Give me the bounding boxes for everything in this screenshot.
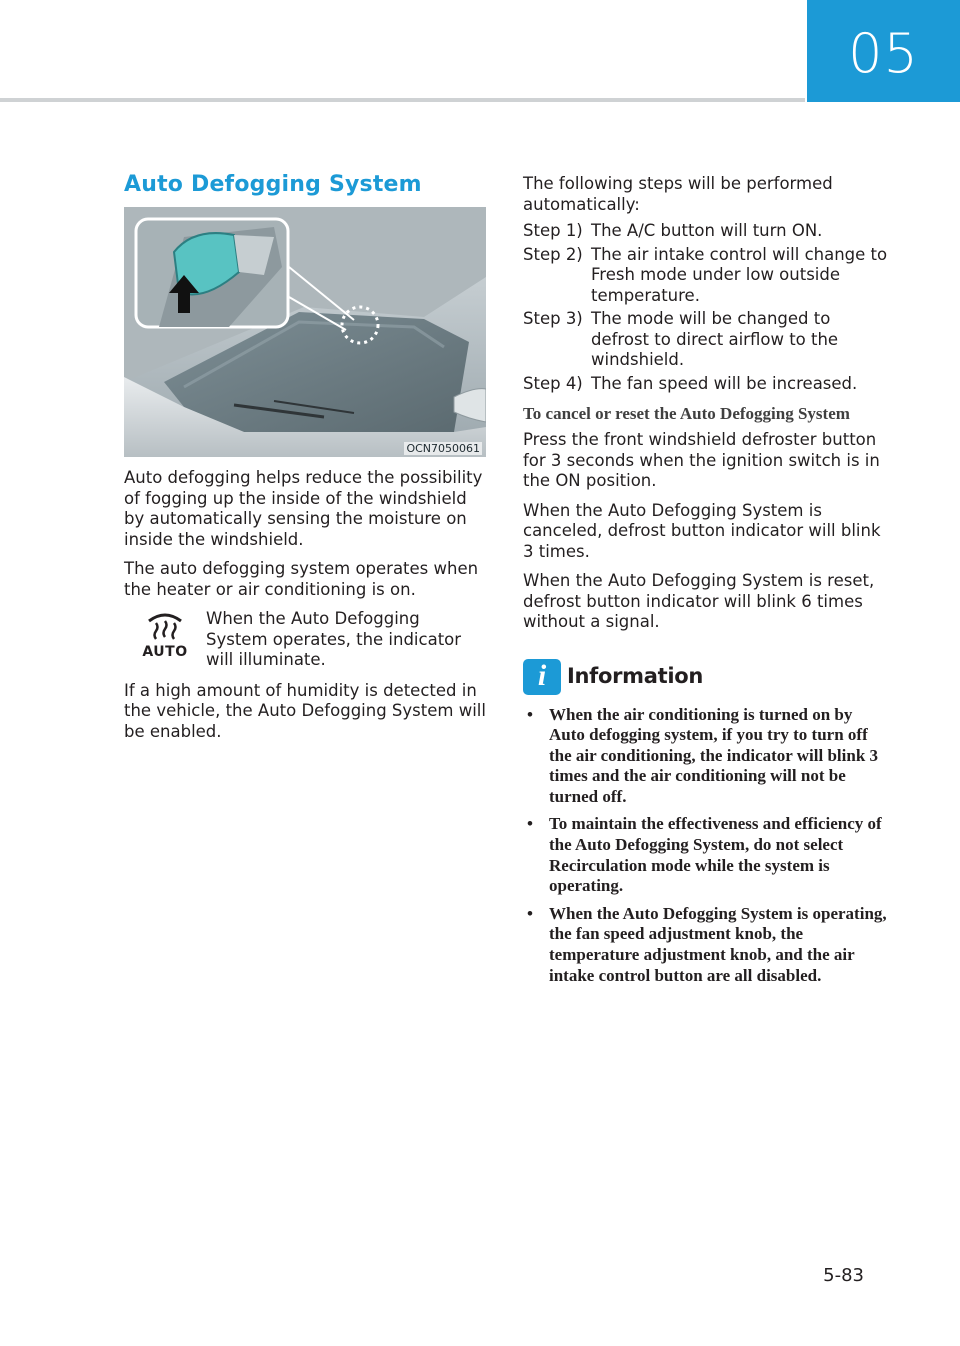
auto-icon-label: AUTO bbox=[142, 643, 188, 660]
header-divider bbox=[0, 98, 805, 102]
page-number: 5-83 bbox=[823, 1265, 864, 1286]
cancel-reset-heading: To cancel or reset the Auto Defogging System bbox=[523, 404, 850, 423]
cancel-paragraph: When the Auto Defogging System is canceled, defrost button indicator will blink 3 times. bbox=[523, 500, 881, 561]
section-title: Auto Defogging System bbox=[124, 172, 422, 197]
cancel-instruction: Press the front windshield defroster button for 3 seconds when the ignition switch is in the ON position. bbox=[523, 430, 880, 490]
step-label: Step 4) bbox=[523, 373, 583, 393]
bullet-symbol: • bbox=[527, 903, 533, 923]
step-item bbox=[523, 245, 888, 307]
bullet-symbol: • bbox=[527, 814, 533, 834]
information-item bbox=[523, 705, 888, 808]
step-item bbox=[523, 374, 888, 395]
step-text: The A/C button will turn ON. bbox=[591, 221, 823, 240]
step-text: The mode will be changed to defrost to direct airflow to the windshield. bbox=[591, 309, 839, 369]
information-list bbox=[523, 705, 888, 987]
windshield-illustration bbox=[124, 207, 486, 457]
bullet-symbol: • bbox=[527, 704, 533, 724]
step-text: The fan speed will be increased. bbox=[591, 373, 858, 393]
steps-intro: The following steps will be performed automatically: bbox=[523, 174, 833, 214]
auto-defrost-icon bbox=[124, 609, 206, 671]
step-label: Step 3) bbox=[523, 309, 583, 328]
indicator-text: When the Auto Defogging System operates, the indicator will illuminate. bbox=[206, 609, 462, 669]
information-title: Information bbox=[567, 664, 704, 689]
reset-paragraph: When the Auto Defogging System is reset, defrost button indicator will blink 6 times without a signal. bbox=[523, 571, 875, 631]
step-item bbox=[523, 309, 888, 371]
information-item-text: When the air conditioning is turned on by Auto defogging system, if you try to turn off the air conditioning, the indicator will blink 3 times and the air conditioning will not be turned off. bbox=[549, 704, 879, 806]
right-column bbox=[523, 174, 888, 993]
information-header bbox=[523, 659, 888, 695]
step-text: The air intake control will change to Fresh mode under low outside temperature. bbox=[591, 244, 888, 305]
information-item-text: When the Auto Defogging System is operating, the fan speed adjustment knob, the temperature adjustment knob, and the air intake control button are all disabled. bbox=[549, 903, 887, 985]
information-item bbox=[523, 814, 888, 896]
windshield-figure bbox=[124, 207, 486, 457]
step-item bbox=[523, 221, 888, 242]
indicator-row bbox=[124, 609, 486, 671]
info-icon: i bbox=[523, 659, 561, 695]
information-item bbox=[523, 904, 888, 986]
left-column bbox=[124, 468, 486, 751]
intro-paragraph: Auto defogging helps reduce the possibility of fogging up the inside of the windshield by automatically sensing the moisture on inside the windshield. bbox=[124, 468, 483, 549]
step-label: Step 1) bbox=[523, 221, 583, 240]
information-item-text: To maintain the effectiveness and efficiency of the Auto Defogging System, do not select Recirculation mode while the system is operating. bbox=[549, 814, 882, 896]
figure-code: OCN7050061 bbox=[406, 442, 480, 455]
defrost-symbol-icon bbox=[145, 609, 185, 641]
humidity-paragraph: If a high amount of humidity is detected in the vehicle, the Auto Defogging System will be enabled. bbox=[124, 680, 486, 741]
step-label: Step 2) bbox=[523, 244, 583, 264]
chapter-tab: 05 bbox=[807, 0, 960, 102]
operation-paragraph: The auto defogging system operates when the heater or air conditioning is on. bbox=[124, 559, 479, 599]
